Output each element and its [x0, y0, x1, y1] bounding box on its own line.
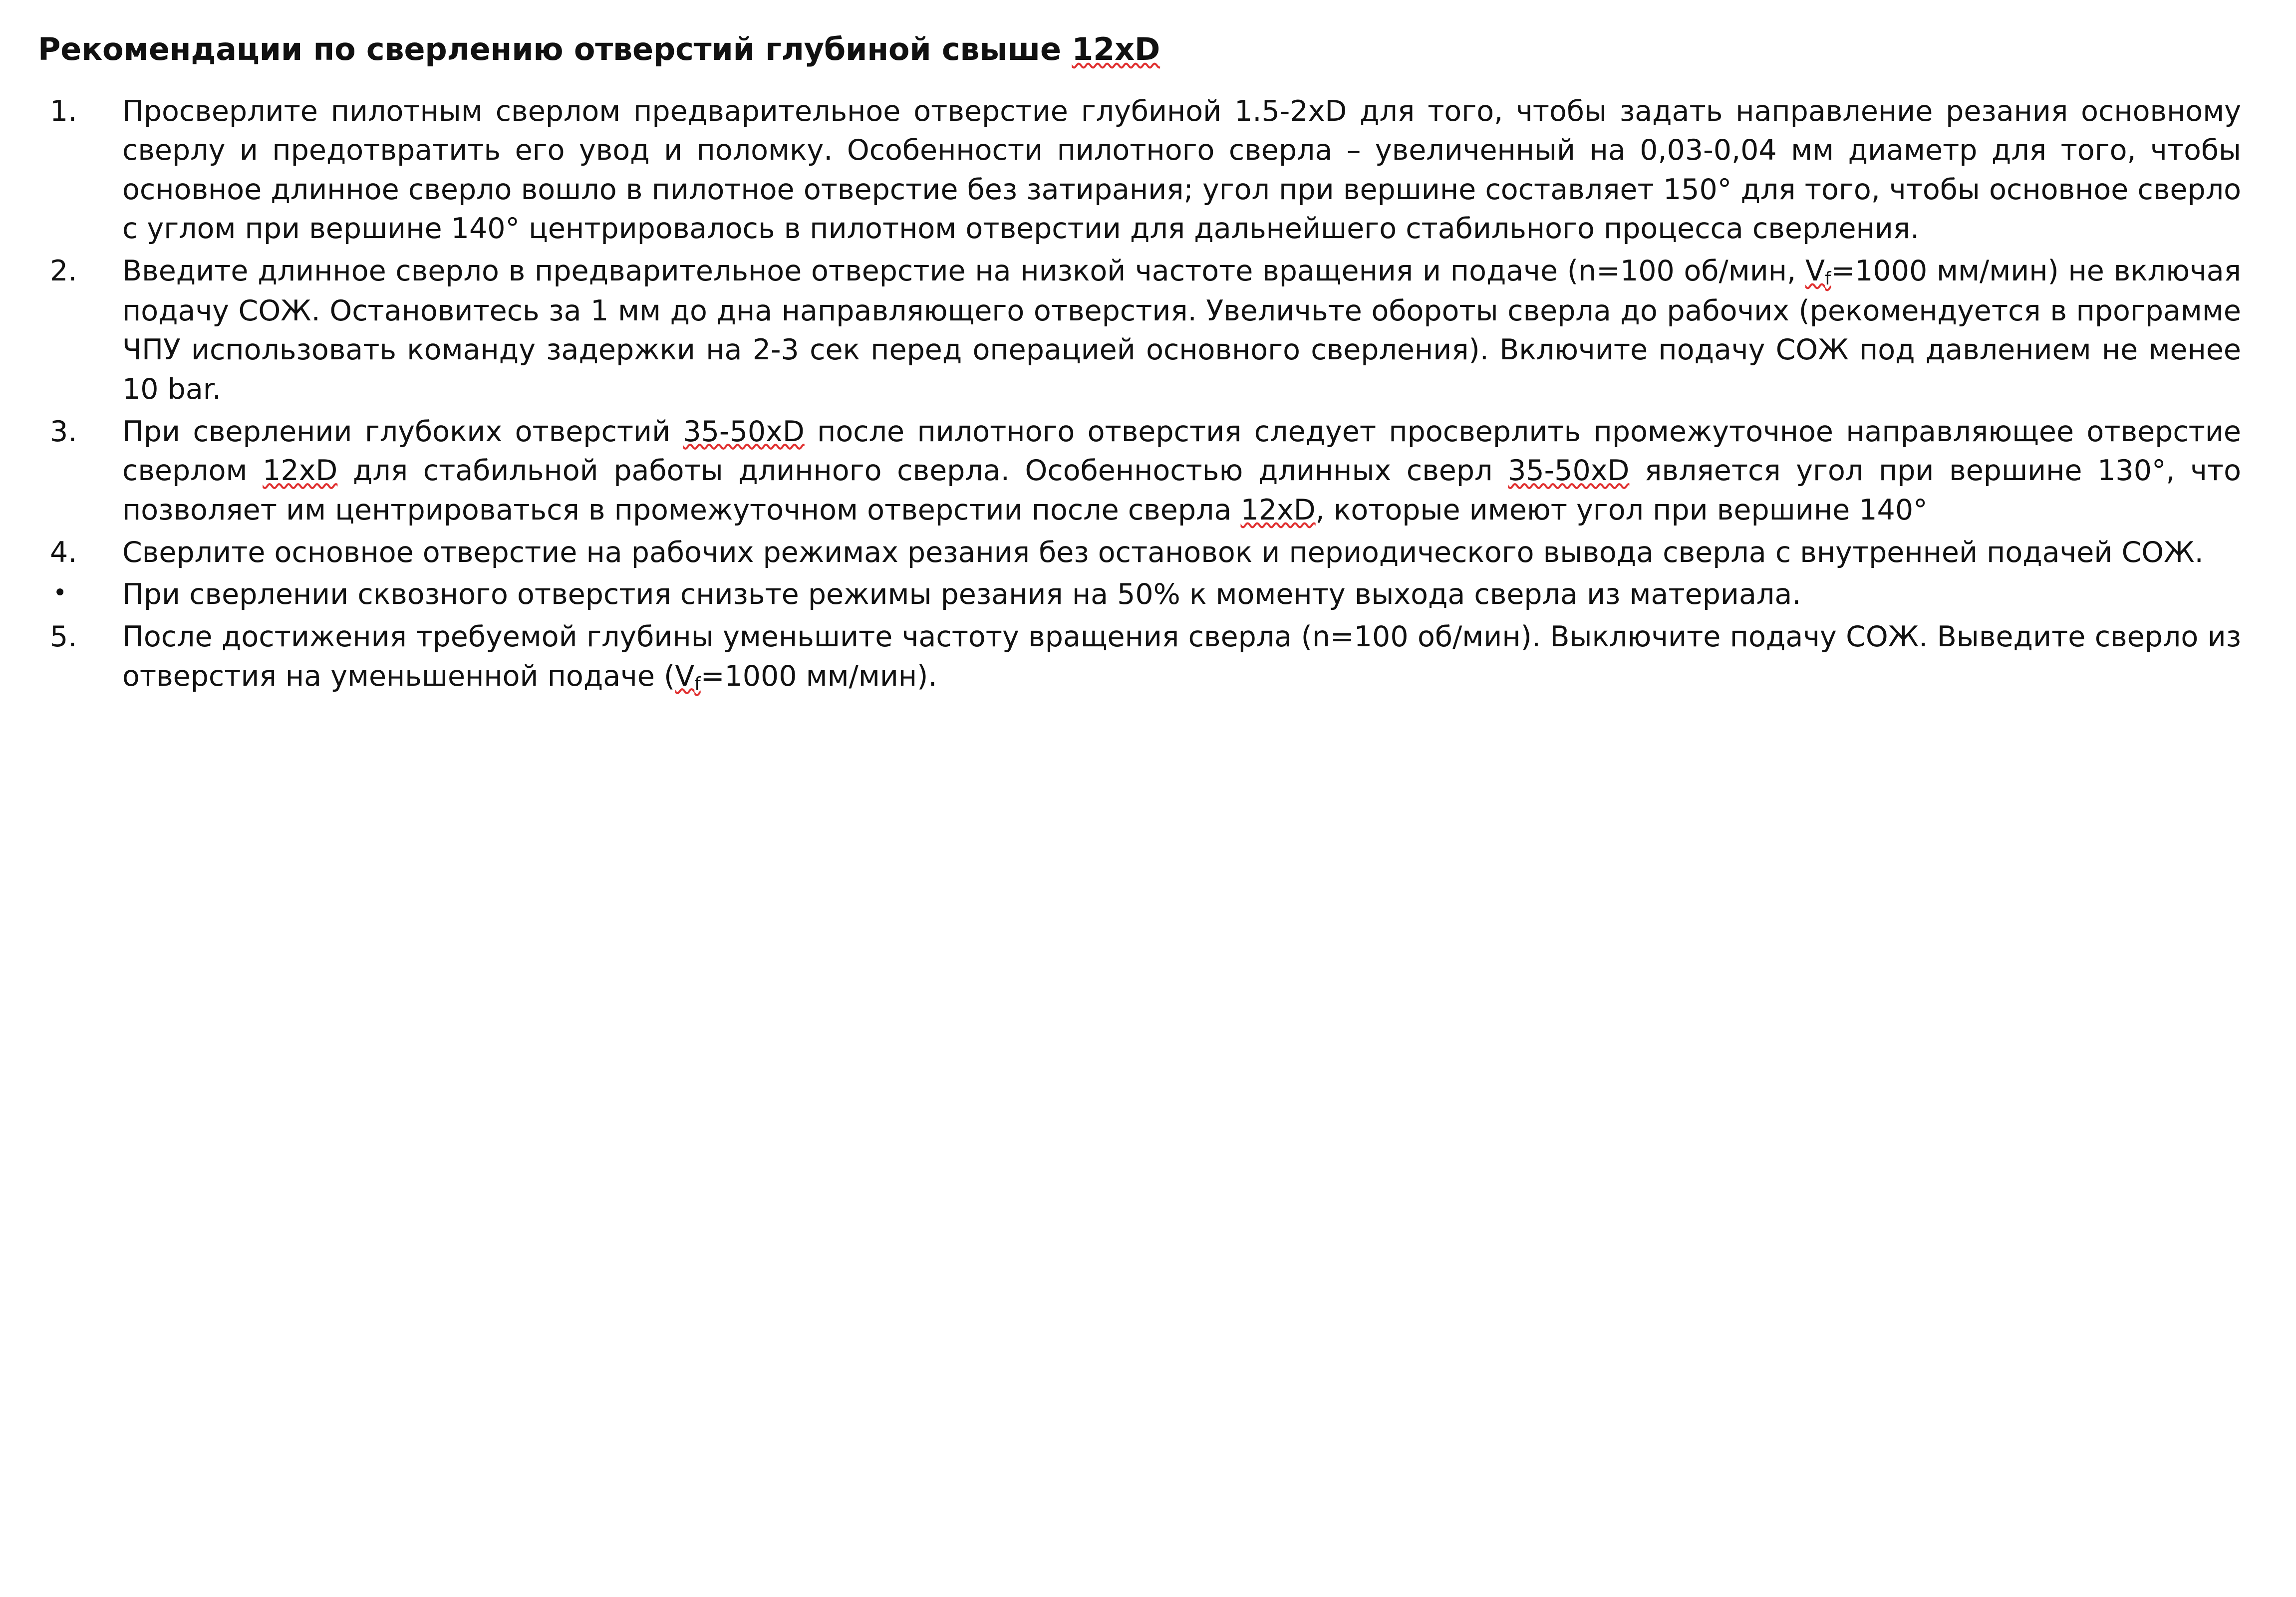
page-title: Рекомендации по сверлению отверстий глубиной свыше 12xD: [38, 31, 1160, 67]
list-item-text: [122, 617, 2241, 696]
spellcheck-underline: 12xD: [263, 454, 338, 488]
list-item-text-part2: =1000 мм/мин) не включая подачу СОЖ. Остановитесь за 1 мм до дна направляющего отверстия. Увеличьте обороты сверла до рабочих (рекомендуется в программе ЧПУ использовать команду задержки на 2-3 сек перед операцией основного сверления). Включите подачу СОЖ под давлением не менее 10 bar.: [122, 255, 2241, 406]
list-item-text-part2: =1000 мм/мин).: [700, 659, 937, 693]
list-item: [35, 412, 2241, 530]
list-item-text: При сверлении глубоких отверстий 35-50xD после пилотного отверстия следует просверлить промежуточное направляющее отверстие сверлом 12xD для стабильной работы длинного сверла. Особенностью длинных сверл 35-50xD является угол при вершине 130°, что позволяет им центрироваться в промежуточном отверстии после сверла 12xD, которые имеют угол при вершине 140°: [122, 415, 2242, 527]
list-item: [35, 252, 2241, 409]
spellcheck-underline: 12xD: [1072, 31, 1160, 67]
spellcheck-underline: 35-50xD: [1508, 454, 1630, 488]
list-item-text: Просверлите пилотным сверлом предварительное отверстие глубиной 1.5-2xD для того, чтобы задать направление резания основному сверлу и предотвратить его увод и поломку. Особенности пилотного сверла – увеличенный на 0,03-0,04 мм диаметр для того, чтобы основное длинное сверло вошло в пилотное отверстие без затирания; угол при вершине составляет 150° для того, чтобы основное сверло с углом при вершине 140° центрировалось в пилотном отверстии для дальнейшего стабильного процесса сверления.: [122, 94, 2241, 246]
list-item-text: При сверлении сквозного отверстия снизьте режимы резания на 50% к моменту выхода сверла из материала.: [122, 578, 1801, 611]
recommendation-list: [35, 92, 2241, 697]
list-item: [35, 617, 2241, 696]
list-marker: 3.: [50, 415, 77, 448]
list-marker: 4.: [50, 535, 77, 569]
list-marker: 5.: [50, 620, 77, 653]
list-item-text-part1: После достижения требуемой глубины уменьшите частоту вращения сверла (n=100 об/мин). Выключите подачу СОЖ. Выведите сверло из отверстия на уменьшенной подаче (: [122, 620, 2241, 693]
subscript-f: f: [694, 673, 701, 694]
list-item: [35, 92, 2241, 249]
spellcheck-underline: 35-50xD: [683, 415, 805, 448]
list-item-text: Сверлите основное отверстие на рабочих режимах резания без остановок и периодического вывода сверла с внутренней подачей СОЖ.: [122, 535, 2204, 569]
spellcheck-underline: V: [1805, 255, 1825, 288]
list-item: [35, 533, 2241, 572]
subscript-f: f: [1824, 268, 1831, 289]
list-item-text-part1: Введите длинное сверло в предварительное отверстие на низкой частоте вращения и подаче (n=100 об/мин,: [122, 255, 1805, 288]
spellcheck-underline: 12xD: [1240, 493, 1316, 527]
spellcheck-underline: V: [675, 659, 695, 693]
list-marker: 1.: [50, 94, 77, 128]
bullet-marker: •: [53, 579, 67, 607]
list-item-bullet: [35, 575, 2241, 614]
list-item-text: [122, 252, 2241, 409]
list-marker: 2.: [50, 255, 77, 288]
